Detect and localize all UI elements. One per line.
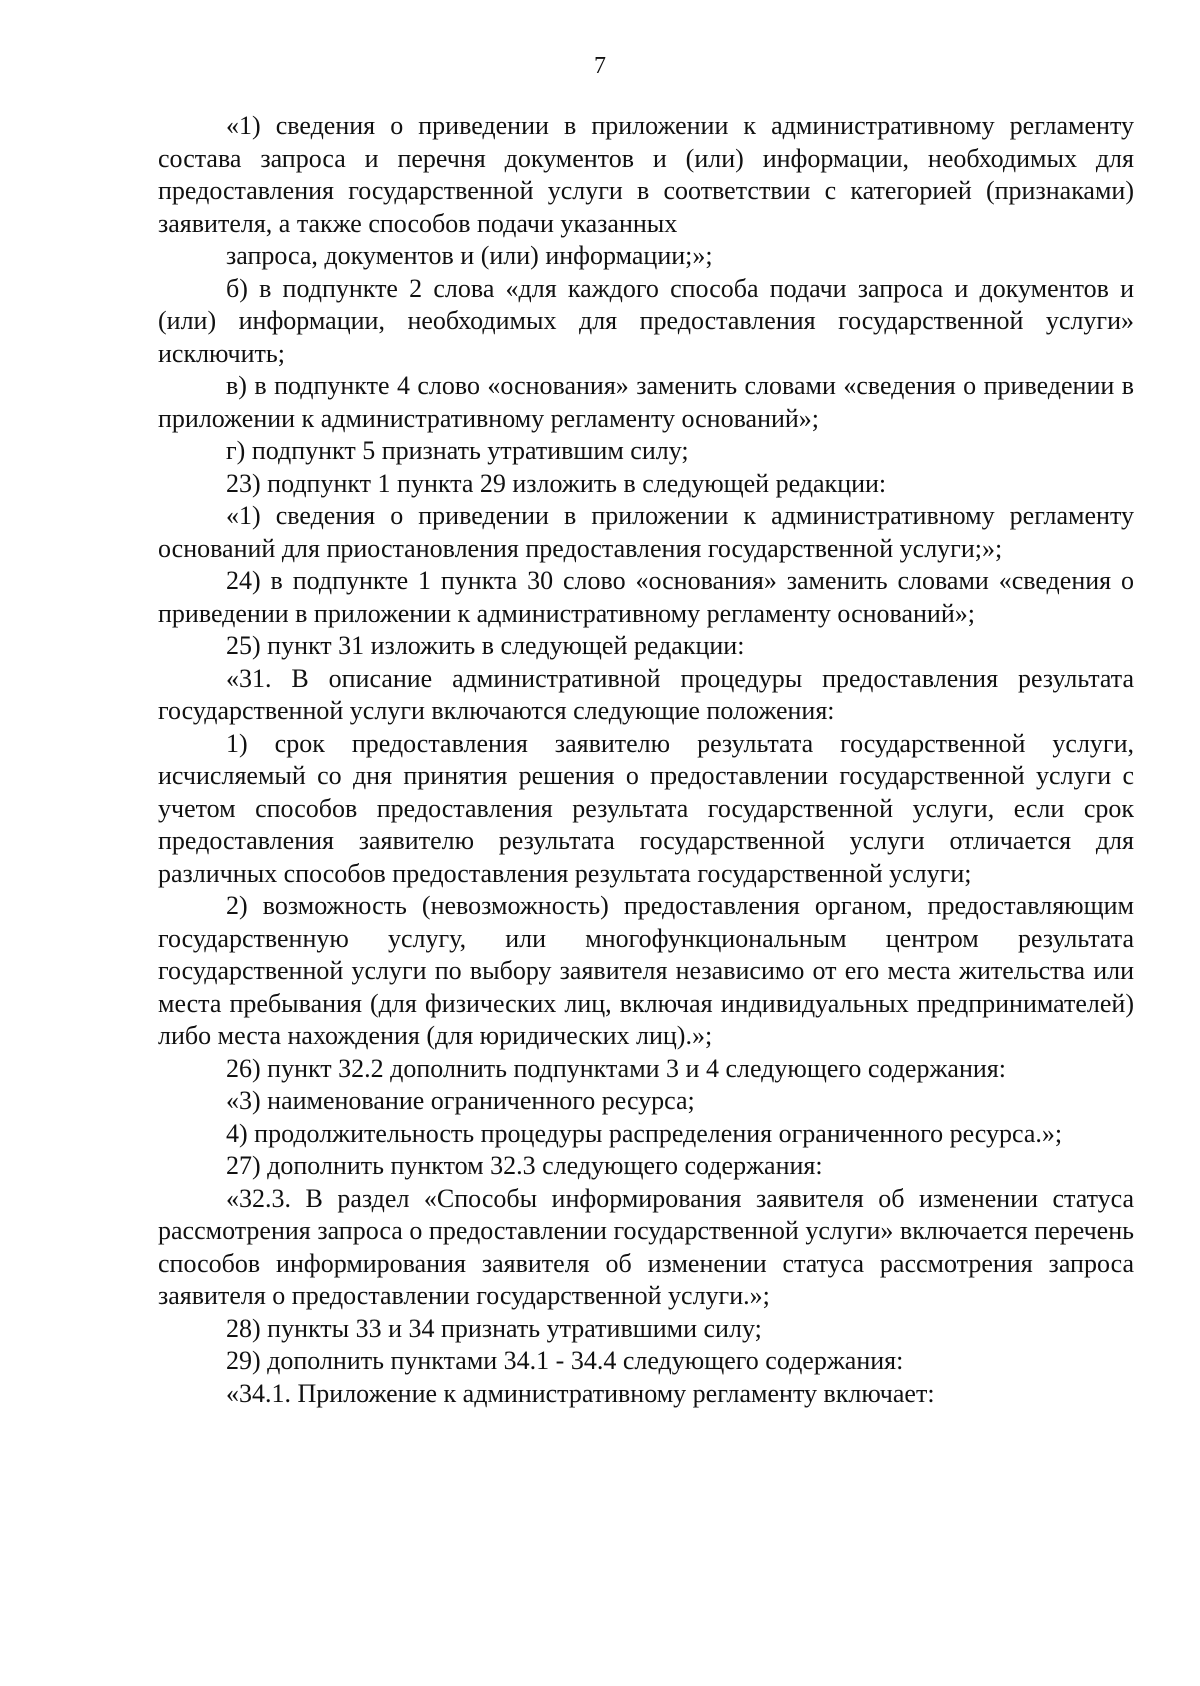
paragraph-1-sub1-info: «1) сведения о приведении в приложении к административному регламенту состава запроса и перечня документов и (или) информации, необходимых для предоставления государственной услуги в соответствии с категорией (признаками) заявителя, а также способов подачи указанных: [158, 111, 1134, 238]
paragraph-26-item3: «3) наименование ограниченного ресурса;: [226, 1086, 695, 1115]
page-number: 7: [594, 53, 606, 79]
paragraph-34-1: «34.1. Приложение к административному регламенту включает:: [226, 1378, 935, 1408]
paragraph-25: 25) пункт 31 изложить в следующей редакции:: [226, 631, 745, 660]
paragraph-b-sub2: б) в подпункте 2 слова «для каждого способа подачи запроса и документов и (или) информации, необходимых для предоставления государственной услуги» исключить;: [158, 273, 1134, 368]
paragraph-23-text: «1) сведения о приведении в приложении к административному регламенту оснований для приостановления предоставления государственной услуги;»;: [158, 501, 1134, 563]
paragraph-26: 26) пункт 32.2 дополнить подпунктами 3 и 4 следующего содержания:: [226, 1053, 1006, 1083]
paragraph-g-sub5: г) подпункт 5 признать утратившим силу;: [226, 436, 689, 465]
paragraph-26-item4: 4) продолжительность процедуры распределения ограниченного ресурса.»;: [226, 1118, 1063, 1148]
paragraph-27: 27) дополнить пунктом 32.3 следующего содержания:: [226, 1151, 823, 1180]
paragraph-v-sub4: в) в подпункте 4 слово «основания» заменить словами «сведения о приведении в приложении к административному регламенту оснований»;: [158, 371, 1134, 433]
paragraph-31-item2: 2) возможность (невозможность) предоставления органом, предоставляющим государственную услугу, или многофункциональным центром результата государственной услуги по выбору заявителя независимо от его места жительства или места пребывания (для физических лиц, включая индивидуальных предпринимателей) либо места нахождения (для юридических лиц).»;: [158, 891, 1134, 1050]
paragraph-23: 23) подпункт 1 пункта 29 изложить в следующей редакции:: [226, 468, 887, 498]
paragraph-29: 29) дополнить пунктами 34.1 - 34.4 следующего содержания:: [226, 1346, 904, 1375]
paragraph-32-3-text: «32.3. В раздел «Способы информирования заявителя об изменении статуса рассмотрения запроса о предоставлении государственной услуги» включается перечень способов информирования заявителя об изменении статуса рассмотрения запроса заявителя о предоставлении государственной услуги.»;: [158, 1183, 1134, 1310]
paragraph-31-item1: 1) срок предоставления заявителю результата государственной услуги, исчисляемый со дня принятия решения о предоставлении государственной услуги с учетом способов предоставления результата государственной услуги, если срок предоставления заявителю результата государственной услуги отличается для различных способов предоставления результата государственной услуги;: [158, 728, 1134, 888]
paragraph-24: 24) в подпункте 1 пункта 30 слово «основания» заменить словами «сведения о приведении в приложении к административному регламенту оснований»;: [158, 566, 1134, 628]
paragraph-31-intro: «31. В описание административной процедуры предоставления результата государственной услуги включаются следующие положения:: [158, 663, 1134, 725]
paragraph-1-continuation: запроса, документов и (или) информации;»;: [226, 241, 713, 270]
paragraph-28: 28) пункты 33 и 34 признать утратившими силу;: [226, 1313, 762, 1343]
document-body: [158, 110, 1134, 1410]
